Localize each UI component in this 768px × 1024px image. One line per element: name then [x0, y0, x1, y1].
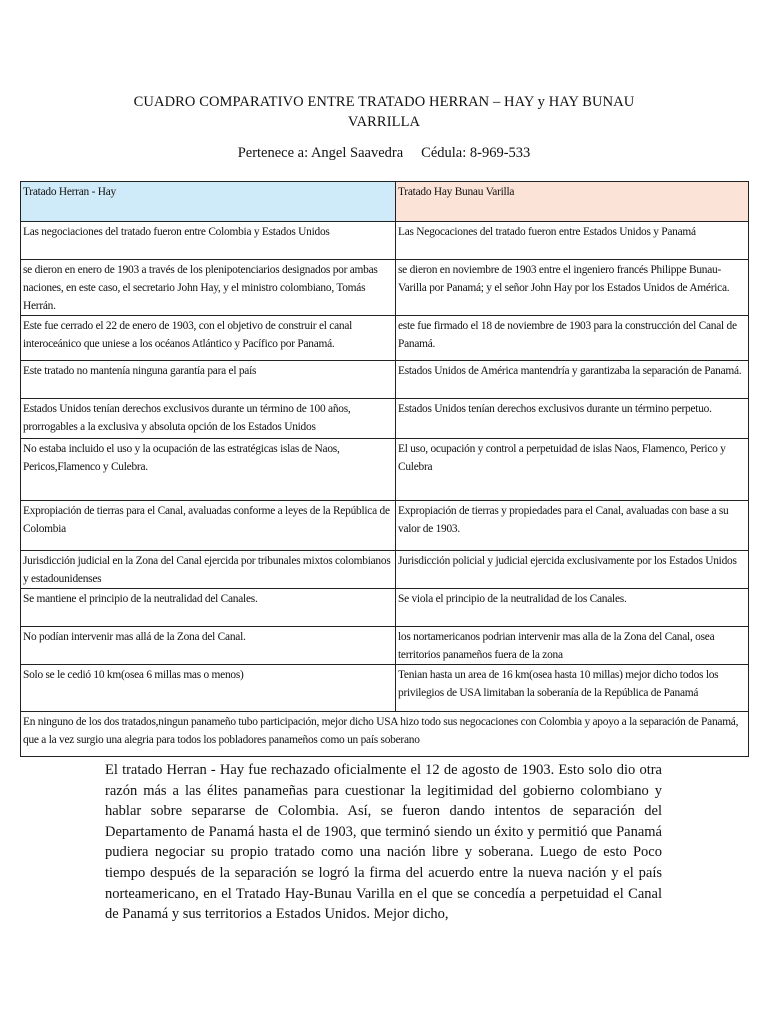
- table-row: [21, 501, 749, 551]
- herran-hay-cell: Se mantiene el principio de la neutralidad del Canales.: [21, 589, 396, 627]
- essay-paragraph: El tratado Herran - Hay fue rechazado oficialmente el 12 de agosto de 1903. Esto solo dio otra razón más a las élites panameñas para cuestionar la legitimidad del gobierno colombiano y hablar sobre separarse de Colombia. Así, se fueron dando intentos de separación del Departamento de Panamá hasta el de 1903, que terminó siendo un éxito y permitió que Panamá pudiera negociar su propio tratado como una nación libre y soberana. Luego de esto Poco tiempo después de la separación se logró la firma del acuerdo entre la nueva nación y el país norteamericano, en el Tratado Hay-Bunau Varilla en el que se concedía a perpetuidad el Canal de Panamá y sus territorios a Estados Unidos. Mejor dicho,: [105, 762, 662, 923]
- hay-bunau-varilla-cell: los nortamericanos podrian intervenir mas alla de la Zona del Canal, osea territorios panameños fuera de la zona: [396, 627, 749, 665]
- hay-bunau-varilla-cell: Expropiación de tierras y propiedades para el Canal, avaluadas con base a su valor de 1903.: [396, 501, 749, 551]
- hay-bunau-varilla-cell: se dieron en noviembre de 1903 entre el ingeniero francés Philippe Bunau-Varilla por Panamá; y el señor John Hay por los Estados Unidos de América.: [396, 260, 749, 316]
- herran-hay-cell: Expropiación de tierras para el Canal, avaluadas conforme a leyes de la República de Colombia: [21, 501, 396, 551]
- table-row: [21, 551, 749, 589]
- herran-hay-cell: No podían intervenir mas allá de la Zona del Canal.: [21, 627, 396, 665]
- hay-bunau-varilla-cell: Jurisdicción policial y judicial ejercida exclusivamente por los Estados Unidos: [396, 551, 749, 589]
- table-row: [21, 589, 749, 627]
- id-label: Cédula: 8-969-533: [421, 145, 531, 161]
- herran-hay-cell: Este fue cerrado el 22 de enero de 1903, con el objetivo de construir el canal interoceánico que uniese a los océanos Atlántico y Pacífico por Panamá.: [21, 316, 396, 361]
- table-footer-note: En ninguno de los dos tratados,ningun panameño tubo participación, mejor dicho USA hizo todo sus negocaciones con Colombia y apoyo a la separación de Panamá, que a la vez surgio una alegria para todos los pobladores panameños como un país soberano: [21, 712, 749, 757]
- hay-bunau-varilla-cell: Tenian hasta un area de 16 km(osea hasta 10 millas) mejor dicho todos los privilegios de USA limitaban la soberanía de la República de Panamá: [396, 665, 749, 712]
- herran-hay-cell: Estados Unidos tenían derechos exclusivos durante un término de 100 años, prorrogables a la exclusiva y absoluta opción de los Estados Unidos: [21, 399, 396, 439]
- herran-hay-cell: Este tratado no mantenía ninguna garantía para el país: [21, 361, 396, 399]
- table-row: [21, 361, 749, 399]
- table-footer-row: [21, 712, 749, 757]
- hay-bunau-varilla-cell: Estados Unidos tenían derechos exclusivos durante un término perpetuo.: [396, 399, 749, 439]
- table-row: [21, 316, 749, 361]
- owner-label: Pertenece a: Angel Saavedra: [237, 145, 404, 161]
- herran-hay-cell: Solo se le cedió 10 km(osea 6 millas mas o menos): [21, 665, 396, 712]
- hay-bunau-varilla-cell: El uso, ocupación y control a perpetuidad de islas Naos, Flamenco, Perico y Culebra: [396, 439, 749, 501]
- document-title: CUADRO COMPARATIVO ENTRE TRATADO HERRAN – HAY y HAY BUNAU VARRILLA: [133, 94, 635, 130]
- hay-bunau-varilla-cell: Se viola el principio de la neutralidad de los Canales.: [396, 589, 749, 627]
- owner-line: [100, 143, 668, 163]
- comparison-table: [20, 181, 749, 757]
- table-header-row: [21, 182, 749, 222]
- table-row: [21, 222, 749, 260]
- herran-hay-cell: Las negociaciones del tratado fueron entre Colombia y Estados Unidos: [21, 222, 396, 260]
- herran-hay-cell: se dieron en enero de 1903 a través de los plenipotenciarios designados por ambas naciones, en este caso, el secretario John Hay, y el ministro colombiano, Tomás Herrán.: [21, 260, 396, 316]
- table-row: [21, 399, 749, 439]
- hay-bunau-varilla-cell: Las Negocaciones del tratado fueron entre Estados Unidos y Panamá: [396, 222, 749, 260]
- table-row: [21, 665, 749, 712]
- header-herran-hay: Tratado Herran - Hay: [21, 182, 396, 222]
- hay-bunau-varilla-cell: Estados Unidos de América mantendría y garantizaba la separación de Panamá.: [396, 361, 749, 399]
- herran-hay-cell: Jurisdicción judicial en la Zona del Canal ejercida por tribunales mixtos colombianos y estadounidenses: [21, 551, 396, 589]
- header-hay-bunau-varilla: Tratado Hay Bunau Varilla: [396, 182, 749, 222]
- herran-hay-cell: No estaba incluido el uso y la ocupación de las estratégicas islas de Naos, Pericos,Flamenco y Culebra.: [21, 439, 396, 501]
- table-row: [21, 627, 749, 665]
- hay-bunau-varilla-cell: este fue firmado el 18 de noviembre de 1903 para la construcción del Canal de Panamá.: [396, 316, 749, 361]
- table-row: [21, 260, 749, 316]
- table-row: [21, 439, 749, 501]
